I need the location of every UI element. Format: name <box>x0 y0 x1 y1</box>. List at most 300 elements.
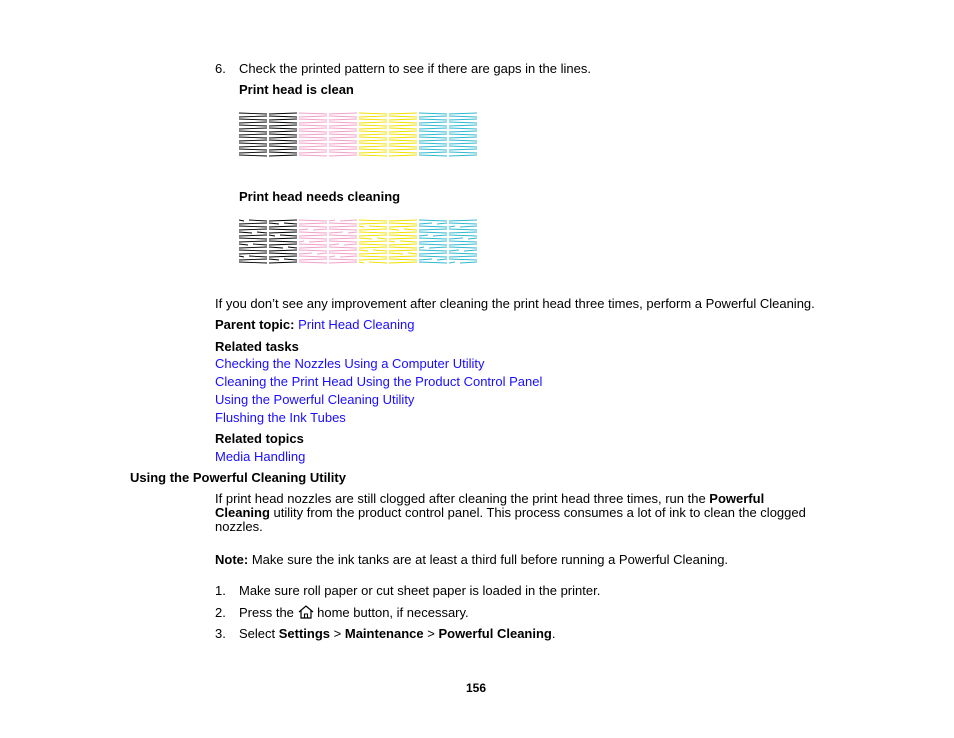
pattern-line <box>269 137 297 138</box>
pattern-line <box>419 250 447 251</box>
pattern-line <box>419 125 447 126</box>
pattern-line <box>239 220 244 221</box>
pattern-line <box>449 134 477 135</box>
pattern-line <box>359 140 387 141</box>
pattern-line <box>389 235 417 236</box>
pattern-line <box>419 241 447 242</box>
pattern-line <box>449 152 477 153</box>
pattern-line <box>299 128 327 129</box>
pattern-line <box>269 152 297 153</box>
pattern-line <box>433 235 447 236</box>
pattern-line <box>389 149 417 150</box>
pattern-line <box>299 238 327 239</box>
pattern-line <box>269 250 297 251</box>
pattern-line <box>359 128 387 129</box>
pattern-line <box>239 113 267 114</box>
pattern-line <box>329 247 357 248</box>
step-2-number: 2. <box>215 605 226 620</box>
pattern-line <box>299 155 327 156</box>
pattern-line <box>419 128 447 129</box>
pattern-line <box>359 149 387 150</box>
pattern-line <box>239 125 267 126</box>
pattern-line <box>389 146 417 147</box>
pattern-line <box>389 131 417 132</box>
step-2-post: home button, if necessary. <box>313 605 469 620</box>
pattern-line <box>369 226 387 227</box>
pattern-line <box>389 262 417 263</box>
related-tasks-heading: Related tasks <box>215 339 299 354</box>
intro-part2: utility from the product control panel. This process consumes a lot of ink to clean the clogged nozzles. <box>215 505 806 534</box>
pattern-line <box>239 134 267 135</box>
pattern-line <box>269 241 297 242</box>
pattern-line <box>389 238 417 239</box>
pattern-line <box>359 235 387 236</box>
step-3-text <box>239 626 555 642</box>
pattern-line <box>239 119 267 120</box>
pattern-line <box>449 247 477 248</box>
pattern-line <box>329 125 357 126</box>
dirty-nozzle-pattern <box>238 219 478 265</box>
pattern-line <box>359 247 387 248</box>
pattern-line <box>449 238 463 239</box>
pattern-line <box>359 238 372 239</box>
pattern-line <box>389 220 417 221</box>
pattern-line <box>284 259 297 260</box>
pattern-line <box>269 128 297 129</box>
pattern-line <box>299 256 327 257</box>
step-3-pre: Select <box>239 626 279 641</box>
pattern-line <box>419 131 447 132</box>
pattern-line <box>269 262 297 263</box>
step-3-maintenance: Maintenance <box>344 626 424 641</box>
pattern-line <box>449 241 477 242</box>
pattern-line <box>239 152 267 153</box>
pattern-line <box>329 140 357 141</box>
pattern-line <box>449 113 477 114</box>
pattern-line <box>269 146 297 147</box>
improvement-text: If you don’t see any improvement after cleaning the print head three times, perform a Powerful Cleaning. <box>215 296 815 311</box>
pattern-line <box>359 226 364 227</box>
pattern-line <box>329 128 357 129</box>
pattern-line <box>359 119 387 120</box>
pattern-line <box>359 256 387 257</box>
pattern-line <box>239 146 267 147</box>
page-number: 156 <box>466 681 487 695</box>
pattern-line <box>329 244 339 245</box>
link-media-handling[interactable]: Media Handling <box>215 449 306 464</box>
pattern-line <box>329 152 357 153</box>
pattern-line <box>419 119 447 120</box>
pattern-line <box>389 125 417 126</box>
pattern-line <box>389 116 417 117</box>
pattern-line <box>299 247 327 248</box>
pattern-line <box>449 146 477 147</box>
pattern-line <box>309 241 327 242</box>
pattern-line <box>284 223 297 224</box>
pattern-line <box>329 146 357 147</box>
pattern-line <box>419 113 447 114</box>
pattern-line <box>329 250 357 251</box>
pattern-line <box>437 259 447 260</box>
pattern-line <box>419 259 432 260</box>
link-cleaning-print-head[interactable]: Cleaning the Print Head Using the Product Control Panel <box>215 374 543 389</box>
pattern-line <box>419 223 432 224</box>
step-1-number: 1. <box>215 583 226 598</box>
pattern-line <box>239 235 267 236</box>
pattern-line <box>239 140 267 141</box>
pattern-line <box>389 113 417 114</box>
pattern-line <box>329 235 357 236</box>
pattern-line <box>329 241 357 242</box>
pattern-line <box>419 140 447 141</box>
pattern-line <box>359 220 387 221</box>
pattern-line <box>329 119 357 120</box>
pattern-line <box>404 229 417 230</box>
pattern-line <box>299 116 327 117</box>
pattern-line <box>239 223 267 224</box>
pattern-line <box>299 122 327 123</box>
pattern-line <box>299 229 308 230</box>
pattern-line <box>377 238 387 239</box>
pattern-line <box>389 152 417 153</box>
intro-paragraph <box>215 492 815 534</box>
pattern-line <box>359 146 387 147</box>
pattern-line <box>239 155 267 156</box>
pattern-line <box>389 128 417 129</box>
pattern-line <box>449 125 477 126</box>
note-label: Note: <box>215 552 249 567</box>
pattern-line <box>419 149 447 150</box>
pattern-line <box>389 256 417 257</box>
pattern-line <box>239 247 267 248</box>
pattern-line <box>340 220 357 221</box>
pattern-line <box>253 244 267 245</box>
pattern-line <box>449 116 477 117</box>
pattern-line <box>299 241 304 242</box>
pattern-line <box>269 244 297 245</box>
pattern-line <box>269 131 297 132</box>
pattern-line <box>359 131 387 132</box>
pattern-line <box>359 250 368 251</box>
pattern-line <box>249 220 267 221</box>
pattern-line <box>329 226 357 227</box>
pattern-line <box>269 235 275 236</box>
pattern-line <box>389 119 417 120</box>
pattern-line <box>269 116 297 117</box>
pattern-line <box>468 238 477 239</box>
pattern-line <box>340 256 357 257</box>
home-icon <box>298 605 314 619</box>
pattern-line <box>359 134 387 135</box>
pattern-line <box>299 143 327 144</box>
step-3-number: 3. <box>215 626 226 641</box>
pattern-line <box>239 143 267 144</box>
pattern-line <box>269 259 279 260</box>
pattern-line <box>239 122 267 123</box>
pattern-line <box>419 116 447 117</box>
pattern-line <box>329 229 357 230</box>
pattern-line <box>449 143 477 144</box>
note <box>215 552 728 568</box>
pattern-line <box>329 259 357 260</box>
pattern-line <box>359 259 387 260</box>
parent-topic-link[interactable]: Print Head Cleaning <box>298 317 415 332</box>
pattern-line <box>317 253 327 254</box>
pattern-line <box>269 232 297 233</box>
pattern-line <box>239 250 267 251</box>
pattern-line <box>269 119 297 120</box>
pattern-line <box>359 262 364 263</box>
pattern-line <box>269 229 297 230</box>
pattern-line <box>269 223 279 224</box>
pattern-line <box>419 226 447 227</box>
pattern-line <box>449 140 477 141</box>
pattern-line <box>449 128 477 129</box>
pattern-line <box>239 232 252 233</box>
pattern-line <box>389 155 417 156</box>
pattern-line <box>299 119 327 120</box>
pattern-line <box>299 226 327 227</box>
pattern-line <box>389 229 399 230</box>
pattern-line <box>329 122 357 123</box>
pattern-line <box>359 241 387 242</box>
pattern-line <box>299 152 327 153</box>
pattern-line <box>449 232 477 233</box>
step-2-pre: Press the <box>239 605 298 620</box>
pattern-line <box>359 122 387 123</box>
pattern-line <box>329 149 357 150</box>
pattern-line <box>269 140 297 141</box>
pattern-line <box>389 253 403 254</box>
pattern-line <box>239 253 267 254</box>
pattern-line <box>419 137 447 138</box>
step-3-settings: Settings <box>278 626 331 641</box>
pattern-line <box>389 134 417 135</box>
pattern-line <box>449 259 477 260</box>
pattern-line <box>419 155 447 156</box>
pattern-line <box>359 253 387 254</box>
pattern-line <box>329 262 357 263</box>
pattern-line <box>299 140 327 141</box>
intro-bold: Powerful Cleaning <box>215 491 765 520</box>
pattern-line <box>239 238 267 239</box>
pattern-line <box>359 152 387 153</box>
pattern-line <box>299 220 327 221</box>
pattern-line <box>449 149 477 150</box>
pattern-line <box>359 229 387 230</box>
pattern-line <box>269 256 297 257</box>
pattern-line <box>419 262 447 263</box>
pattern-line <box>449 235 477 236</box>
section-title: Using the Powerful Cleaning Utility <box>130 470 346 485</box>
pattern-line <box>239 137 267 138</box>
link-flushing-ink-tubes[interactable]: Flushing the Ink Tubes <box>215 410 346 425</box>
pattern-line <box>464 250 477 251</box>
pattern-line <box>329 220 335 221</box>
pattern-line <box>359 232 387 233</box>
pattern-line <box>449 244 477 245</box>
pattern-line <box>329 131 357 132</box>
pattern-line <box>239 241 267 242</box>
step-1-text: Make sure roll paper or cut sheet paper is loaded in the printer. <box>239 583 601 598</box>
pattern-line <box>329 256 335 257</box>
pattern-line <box>329 232 343 233</box>
pattern-line <box>449 155 477 156</box>
pattern-line <box>239 256 244 257</box>
pattern-line <box>419 256 447 257</box>
link-checking-nozzles[interactable]: Checking the Nozzles Using a Computer Utility <box>215 356 485 371</box>
pattern-line <box>239 229 267 230</box>
pattern-line <box>449 229 477 230</box>
pattern-line <box>299 131 327 132</box>
pattern-line <box>280 235 297 236</box>
pattern-line <box>269 113 297 114</box>
pattern-line <box>239 128 267 129</box>
note-text: Make sure the ink tanks are at least a third full before running a Powerful Cleaning. <box>248 552 729 567</box>
pattern-line <box>329 113 357 114</box>
pattern-line <box>449 253 477 254</box>
pattern-line <box>299 149 327 150</box>
pattern-line <box>449 223 477 224</box>
pattern-line <box>299 113 327 114</box>
pattern-line <box>408 253 417 254</box>
pattern-line <box>269 155 297 156</box>
pattern-line <box>419 220 447 221</box>
pattern-line <box>359 155 387 156</box>
pattern-line <box>389 140 417 141</box>
parent-topic <box>215 317 414 333</box>
pattern-line <box>299 244 327 245</box>
pattern-line <box>269 122 297 123</box>
step-3-sep2: > <box>423 626 439 641</box>
pattern-line <box>429 247 447 248</box>
pattern-line <box>299 223 327 224</box>
pattern-line <box>359 143 387 144</box>
dirty-heading: Print head needs cleaning <box>239 189 401 204</box>
pattern-line <box>419 253 447 254</box>
pattern-line <box>269 238 297 239</box>
pattern-line <box>299 253 312 254</box>
pattern-line <box>359 223 387 224</box>
pattern-line <box>449 262 455 263</box>
pattern-line <box>389 232 417 233</box>
pattern-line <box>460 226 477 227</box>
pattern-line <box>239 131 267 132</box>
step-6-text: Check the printed pattern to see if there are gaps in the lines. <box>239 61 591 76</box>
pattern-line <box>369 262 387 263</box>
pattern-line <box>419 247 424 248</box>
pattern-line <box>348 232 357 233</box>
pattern-line <box>359 116 387 117</box>
pattern-line <box>299 125 327 126</box>
parent-topic-label: Parent topic: <box>215 317 295 332</box>
pattern-line <box>299 250 327 251</box>
pattern-line <box>269 134 297 135</box>
pattern-line <box>269 247 283 248</box>
pattern-line <box>400 241 417 242</box>
pattern-line <box>313 229 327 230</box>
pattern-line <box>437 223 447 224</box>
clean-nozzle-pattern <box>238 112 478 158</box>
pattern-line <box>359 113 387 114</box>
pattern-line <box>239 259 267 260</box>
pattern-line <box>329 155 357 156</box>
pattern-line <box>299 134 327 135</box>
pattern-line <box>449 137 477 138</box>
pattern-line <box>329 238 357 239</box>
step-3-powerful: Powerful Cleaning <box>438 626 552 641</box>
pattern-line <box>449 250 459 251</box>
pattern-line <box>419 146 447 147</box>
pattern-line <box>419 134 447 135</box>
pattern-line <box>419 235 428 236</box>
pattern-line <box>239 149 267 150</box>
link-powerful-cleaning[interactable]: Using the Powerful Cleaning Utility <box>215 392 415 407</box>
step-2-text <box>239 605 469 621</box>
pattern-line <box>449 122 477 123</box>
pattern-line <box>329 137 357 138</box>
pattern-line <box>239 226 267 227</box>
pattern-line <box>449 131 477 132</box>
pattern-line <box>449 119 477 120</box>
pattern-line <box>389 247 417 248</box>
pattern-line <box>419 122 447 123</box>
pattern-line <box>389 122 417 123</box>
pattern-line <box>460 262 477 263</box>
pattern-line <box>257 232 267 233</box>
step-3-sep1: > <box>330 626 345 641</box>
related-topics-heading: Related topics <box>215 431 304 446</box>
pattern-line <box>419 238 447 239</box>
pattern-line <box>389 143 417 144</box>
intro-part1: If print head nozzles are still clogged after cleaning the print head three times, run the <box>215 491 710 506</box>
pattern-line <box>449 220 477 221</box>
pattern-line <box>329 116 357 117</box>
pattern-line <box>269 253 297 254</box>
pattern-line <box>449 226 455 227</box>
pattern-line <box>389 259 417 260</box>
clean-heading: Print head is clean <box>239 82 354 97</box>
pattern-line <box>299 232 327 233</box>
pattern-line <box>389 137 417 138</box>
pattern-line <box>299 262 327 263</box>
pattern-line <box>359 137 387 138</box>
pattern-line <box>239 244 248 245</box>
pattern-line <box>269 220 297 221</box>
pattern-line <box>389 223 417 224</box>
pattern-line <box>344 244 357 245</box>
pattern-line <box>329 143 357 144</box>
pattern-line <box>299 146 327 147</box>
step-6-number: 6. <box>215 61 226 76</box>
pattern-line <box>288 247 297 248</box>
pattern-line <box>299 137 327 138</box>
pattern-line <box>389 250 417 251</box>
pattern-line <box>329 223 357 224</box>
pattern-line <box>359 244 387 245</box>
pattern-line <box>389 244 417 245</box>
pattern-line <box>419 229 447 230</box>
pattern-line <box>389 226 417 227</box>
pattern-line <box>269 226 297 227</box>
pattern-line <box>299 259 327 260</box>
pattern-line <box>419 143 447 144</box>
pattern-line <box>389 241 395 242</box>
pattern-line <box>299 235 327 236</box>
pattern-line <box>239 116 267 117</box>
pattern-line <box>419 232 447 233</box>
pattern-line <box>269 143 297 144</box>
